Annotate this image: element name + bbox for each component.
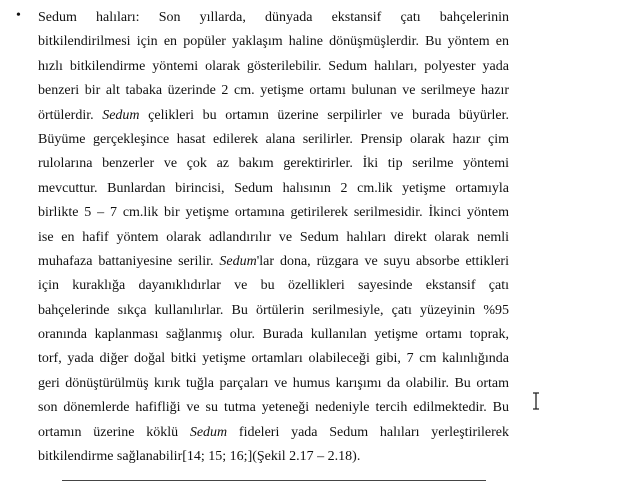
text-line: oranında kaplanması sağlanmış olur. Burada kullanılan yetişme ortamı toprak, xyxy=(38,327,509,343)
text-line: rulolarına benzerler ve çok az bakım gerektirirler. İki tip serilme yöntemi xyxy=(38,156,509,172)
text-cursor-icon xyxy=(531,392,541,410)
text-line: birlikte 5 – 7 cm.lik bir yetişme ortamına getirilerek serilmesidir. İkinci yöntem xyxy=(38,205,509,221)
text-line: bitkilendirilmesi için en popüler yaklaşım haline dönüşmüşlerdir. Bu yöntem en xyxy=(38,34,509,50)
text-line: muhafaza battaniyesine serilir. Sedum'lar dona, rüzgara ve suyu absorbe ettikleri xyxy=(38,253,509,269)
text-line: mevcuttur. Bunlardan birincisi, Sedum halısının 2 cm.lik yetişme ortamıyla xyxy=(38,180,509,196)
text-line: bahçelerinde sıkça kullanılırlar. Bu örtülerin serilmesiyle, çatı yüzeyinin %95 xyxy=(38,302,509,318)
paragraph-sedum-carpets xyxy=(38,6,509,469)
text-line: son dönemlerde hafifliği ve su tutma yeteneği nedeniyle tercih edilmektedir. Bu xyxy=(38,400,509,416)
text-line: geri dönüştürülmüş kırık tuğla parçaları ve humus karışımı da olabilir. Bu ortam xyxy=(38,375,509,391)
text-line: örtülerdir. Sedum çelikleri bu ortamın üzerine serpilirler ve burada büyürler. xyxy=(38,107,509,123)
text-line: benzeri bir alt tabaka üzerinde 2 cm. yetişme ortamı bulunan ve serilmeye hazır xyxy=(38,83,509,99)
italic-sedum: Sedum xyxy=(219,253,257,269)
text-line: Büyüme gerçekleşince hasat edilerek alana serilirler. Prensip olarak hazır çim xyxy=(38,131,509,147)
italic-sedum: Sedum xyxy=(102,107,140,123)
italic-sedum: Sedum xyxy=(189,424,228,440)
text-line: ise en hafif yöntem olarak adlandırılır ve Sedum halıları direkt olarak nemli xyxy=(38,229,509,245)
text-line: ortamın üzerine köklü Sedum fideleri yada Sedum halıları yerleştirilerek xyxy=(38,424,509,440)
text-line: torf, yada diğer doğal bitki yetişme ortamları olabileceği gibi, 7 cm kalınlığında xyxy=(38,351,509,367)
footnote-divider xyxy=(62,480,486,481)
text-line: Sedum halıları: Son yıllarda, dünyada ekstansif çatı bahçelerinin xyxy=(38,10,509,25)
text-line-last: bitkilendirme sağlanabilir[14; 15; 16;](Şekil 2.17 – 2.18). xyxy=(38,449,361,465)
text-line: için kuraklığa dayanıklıdırlar ve bu özellikleri sayesinde ekstansif çatı xyxy=(38,278,509,294)
bullet-marker: • xyxy=(16,8,21,23)
text-line: hızlı bitkilendirme yöntemi olarak gösterilebilir. Sedum halıları, polyester yada xyxy=(38,58,509,74)
